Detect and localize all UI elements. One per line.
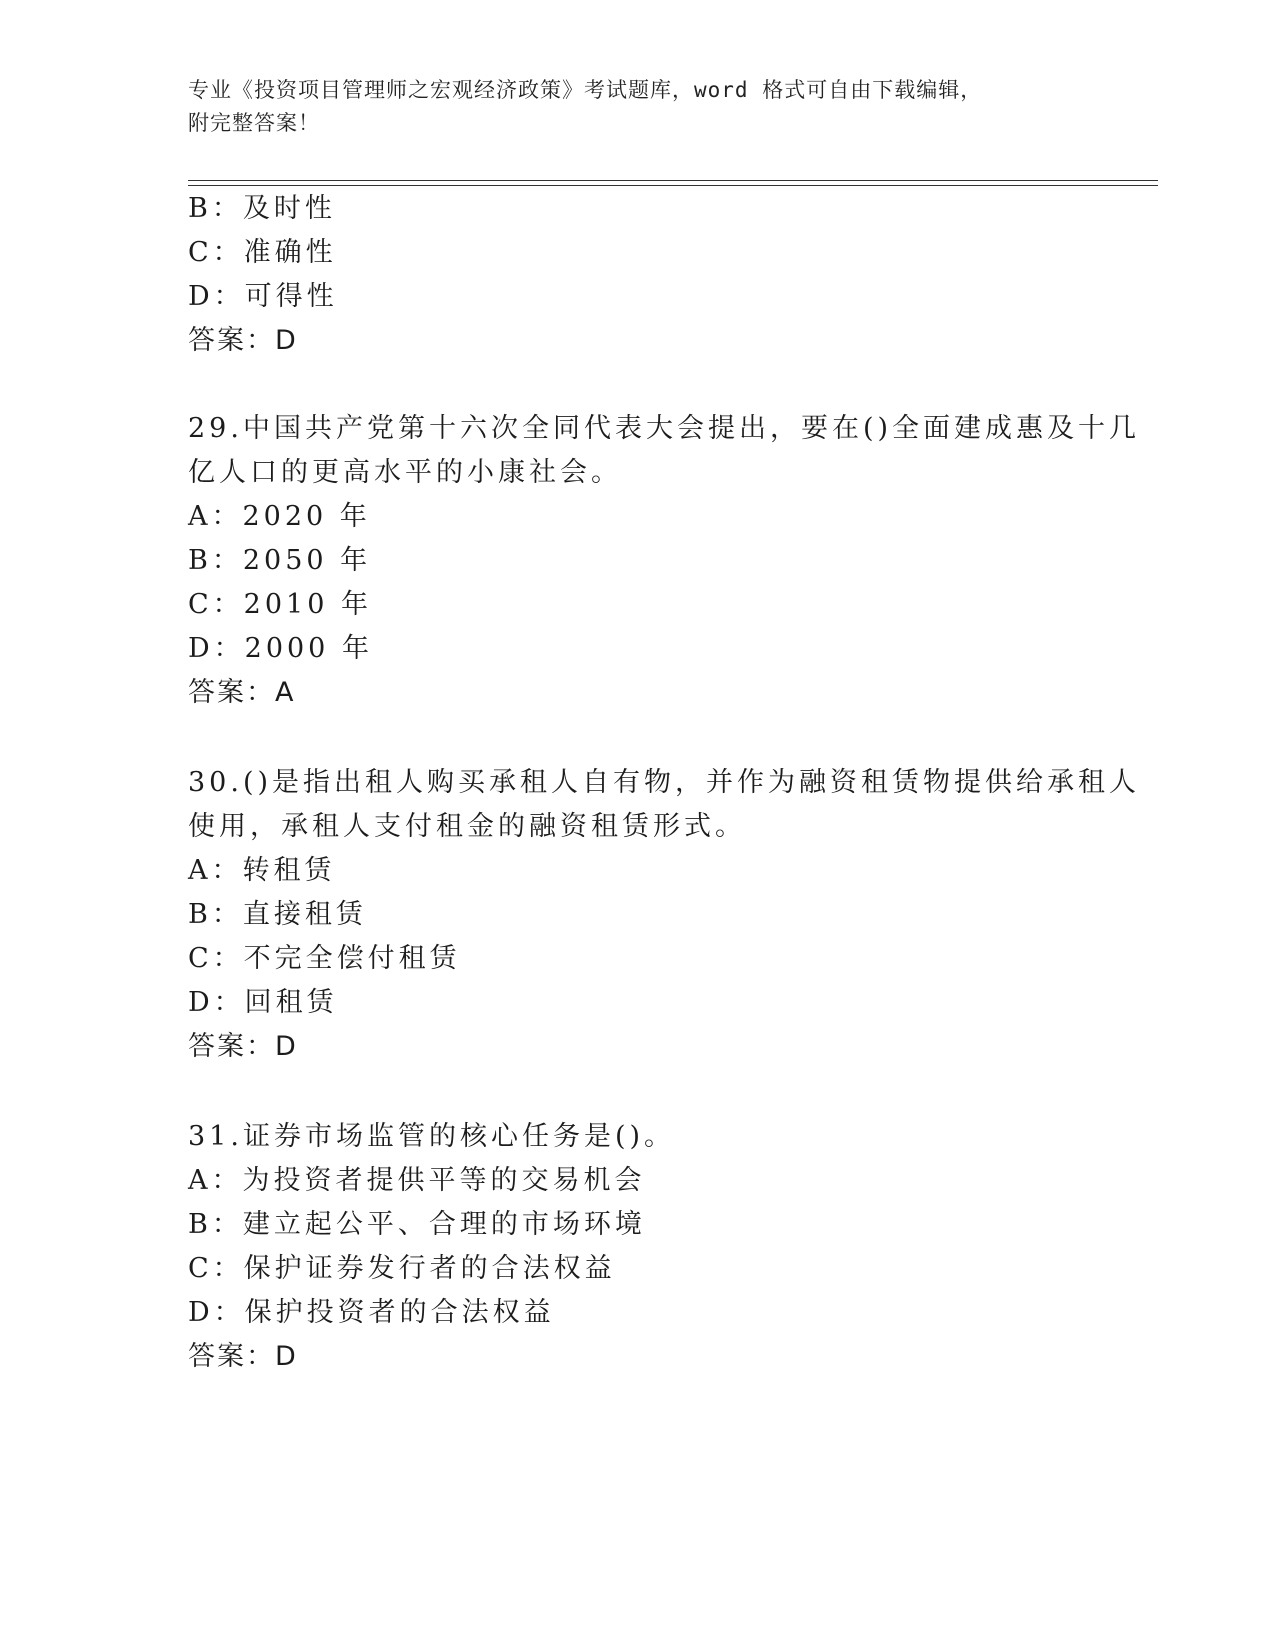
- option-b: B：直接租赁: [188, 899, 367, 930]
- option-a: A：2020 年: [188, 501, 371, 532]
- option-c: C：不完全偿付租赁: [188, 943, 461, 974]
- option-d: D：2000 年: [188, 633, 373, 664]
- header-divider-top: [188, 180, 1158, 181]
- option-a: A：为投资者提供平等的交易机会: [188, 1165, 646, 1196]
- question-stem-30-cont: 使用，承租人支付租金的融资租赁形式。: [188, 811, 746, 842]
- option-c: C：2010 年: [188, 589, 372, 620]
- option-d: D：可得性: [188, 281, 338, 312]
- question-stem-31: 31.证券市场监管的核心任务是()。: [188, 1121, 676, 1152]
- option-c: C：保护证券发行者的合法权益: [188, 1253, 616, 1284]
- option-d: D：保护投资者的合法权益: [188, 1297, 555, 1328]
- question-stem-29-cont: 亿人口的更高水平的小康社会。: [188, 457, 622, 488]
- option-c: C：准确性: [188, 237, 337, 268]
- option-b: B：建立起公平、合理的市场环境: [188, 1209, 646, 1240]
- option-b: B：2050 年: [188, 545, 372, 576]
- option-a: A：转租赁: [188, 855, 336, 886]
- answer-line: 答案：A: [188, 677, 296, 708]
- header-line-2: 附完整答案！: [188, 111, 320, 135]
- answer-line: 答案：D: [188, 1341, 298, 1372]
- question-stem-30: 30.()是指出租人购买承租人自有物，并作为融资租赁物提供给承租人: [188, 767, 1141, 798]
- header-divider-bottom: [188, 185, 1158, 186]
- option-b: B：及时性: [188, 193, 336, 224]
- answer-line: 答案：D: [188, 325, 298, 356]
- option-d: D：回租赁: [188, 987, 338, 1018]
- answer-line: 答案：D: [188, 1031, 298, 1062]
- header-line-1: 专业《投资项目管理师之宏观经济政策》考试题库，word 格式可自由下载编辑，: [188, 78, 983, 102]
- document-header: [188, 74, 1088, 140]
- question-stem-29: 29.中国共产党第十六次全同代表大会提出，要在()全面建成惠及十几: [188, 413, 1141, 444]
